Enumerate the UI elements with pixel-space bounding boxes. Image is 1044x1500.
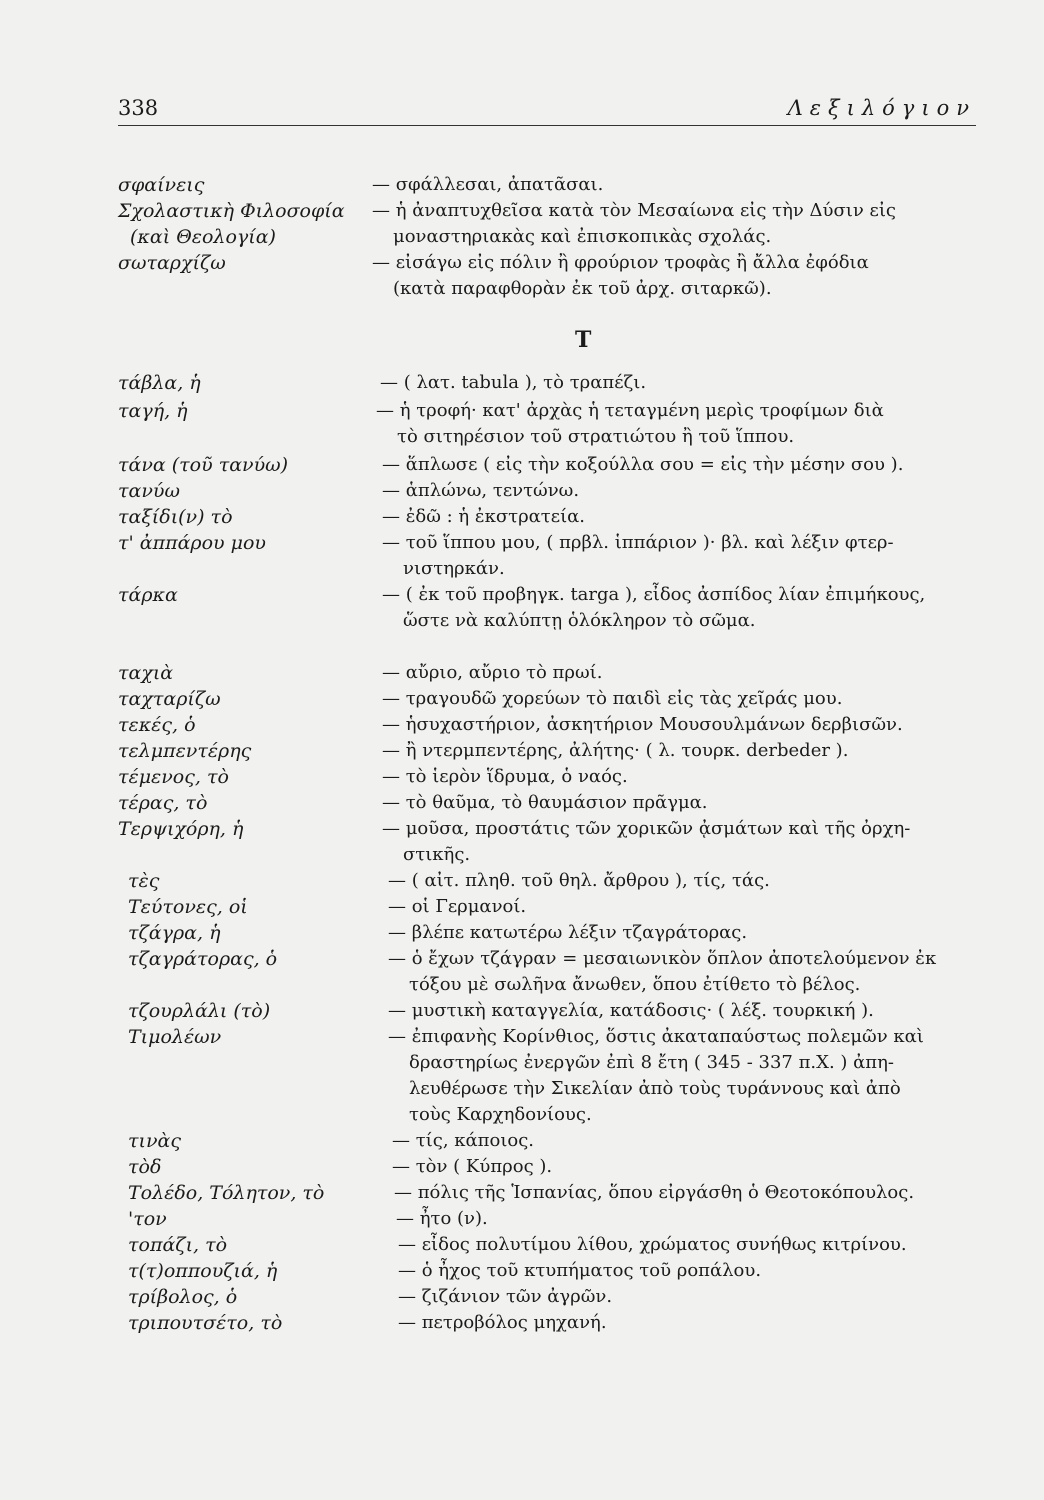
- entry-term: τάνα (τοῦ τανύω): [118, 454, 289, 476]
- entry-definition: [382, 452, 990, 478]
- definition-line: — ἢ ντερμπεντέρης, ἀλήτης· ( λ. τουρκ. derbeder ).: [382, 740, 849, 761]
- definition-line: — τίς, κάποιος.: [392, 1130, 535, 1151]
- entry-term: σωταρχίζω: [118, 252, 226, 274]
- entry-term: τοπάζι, τὸ: [128, 1234, 228, 1256]
- entry-term: τεκές, ὁ: [118, 714, 196, 736]
- entry-term: τανύω: [118, 480, 180, 502]
- definition-line: — μοῦσα, προστάτις τῶν χορικῶν ᾀσμάτων καὶ τῆς ὀρχη-: [382, 818, 911, 839]
- entry-term: τέμενος, τὸ: [118, 766, 229, 788]
- entry-term: ταχταρίζω: [118, 688, 221, 710]
- definition-continuation: (κατὰ παραφθορὰν ἐκ τοῦ ἀρχ. σιταρκῶ).: [393, 278, 772, 299]
- definition-line: — πόλις τῆς Ἱσπανίας, ὅπου εἰργάσθη ὁ Θεοτοκόπουλος.: [394, 1182, 915, 1203]
- definition-line: — ( αἰτ. πληθ. τοῦ θηλ. ἄρθρου ), τίς, τάς.: [388, 870, 770, 891]
- entry-definition: [382, 764, 990, 790]
- entry-definition: [392, 1154, 1000, 1180]
- entry-definition: [388, 920, 996, 946]
- entry-term: ταξίδι(ν) τὸ: [118, 506, 233, 528]
- entry-definition: [382, 582, 990, 634]
- entry-definition: [382, 504, 990, 530]
- entry-term: τὲς: [128, 870, 160, 892]
- definition-line: — ἁπλώνω, τεντώνω.: [382, 480, 580, 501]
- entry-definition: [388, 868, 996, 894]
- definition-line: — ἡ ἀναπτυχθεῖσα κατὰ τὸν Μεσαίωνα εἰς τὴν Δύσιν εἰς: [372, 200, 896, 221]
- entry-definition: [382, 478, 990, 504]
- definition-line: — τὸ θαῦμα, τὸ θαυμάσιον πρᾶγμα.: [382, 792, 708, 813]
- definition-continuation: δραστηρίως ἐνεργῶν ἐπὶ 8 ἔτη ( 345 - 337 π.Χ. ) ἀπη-: [409, 1052, 895, 1073]
- entry-definition: [394, 1180, 1002, 1206]
- entry-term: τ(τ)οππουζιά, ἡ: [128, 1260, 278, 1282]
- entry-definition: [372, 198, 980, 250]
- entry-definition: [382, 738, 990, 764]
- entry-definition: [398, 1310, 1006, 1336]
- entry-definition: [382, 790, 990, 816]
- page-number: 338: [118, 96, 159, 120]
- entry-definition: [396, 1206, 1004, 1232]
- definition-line: — ( λατ. tabula ), τὸ τραπέζι.: [380, 372, 647, 393]
- entry-term: τινὰς: [128, 1130, 181, 1152]
- definition-line: — ἡ τροφή· κατ' ἀρχὰς ἡ τεταγμένη μερὶς τροφίμων διὰ: [376, 400, 884, 421]
- definition-line: — ( ἐκ τοῦ προβηγκ. targa ), εἶδος ἀσπίδος λίαν ἐπιμήκους,: [382, 584, 926, 605]
- section-letter: T: [575, 327, 592, 353]
- definition-continuation: νιστηρκάν.: [403, 558, 505, 579]
- entry-definition: [388, 894, 996, 920]
- entry-term: Τεύτονες, οἱ: [128, 896, 248, 918]
- entry-term: τάρκα: [118, 584, 178, 606]
- definition-line: — οἱ Γερμανοί.: [388, 896, 527, 917]
- definition-line: — βλέπε κατωτέρω λέξιν τζαγράτορας.: [388, 922, 748, 943]
- entry-definition: [380, 370, 988, 396]
- entry-term: ταχιὰ: [118, 662, 174, 684]
- definition-line: — πετροβόλος μηχανή.: [398, 1312, 607, 1333]
- entry-term: τ' ἀππάρου μου: [118, 532, 266, 554]
- entry-definition: [388, 1024, 996, 1128]
- entry-term: 'τον: [128, 1208, 167, 1230]
- definition-continuation: τὸ σιτηρέσιον τοῦ στρατιώτου ἢ τοῦ ἵππου.: [397, 426, 795, 447]
- entry-term: τελμπεντέρης: [118, 740, 252, 762]
- entry-definition: [398, 1258, 1006, 1284]
- entry-term: Τερψιχόρη, ἡ: [118, 818, 244, 840]
- entry-definition: [382, 712, 990, 738]
- entry-definition: [376, 398, 984, 450]
- entry-definition: [382, 816, 990, 868]
- entry-term: τζαγράτορας, ὁ: [128, 948, 278, 970]
- entry-definition: [388, 998, 996, 1024]
- entry-term-continued: (καὶ Θεολογία): [130, 226, 276, 248]
- definition-line: — τοῦ ἵππου μου, ( πρβλ. ἱππάριον )· βλ. καὶ λέξιν φτερ-: [382, 532, 894, 553]
- entry-definition: [398, 1284, 1006, 1310]
- definition-line: — ἅπλωσε ( εἰς τὴν κοξούλλα σου = εἰς τὴν μέσην σου ).: [382, 454, 904, 475]
- entry-definition: [372, 250, 980, 302]
- entry-term: Τιμολέων: [128, 1026, 222, 1048]
- definition-line: — τραγουδῶ χορεύων τὸ παιδὶ εἰς τὰς χεῖράς μου.: [382, 688, 843, 709]
- entry-term: τζουρλάλι (τὸ): [128, 1000, 271, 1022]
- running-title: Λεξιλόγιον: [787, 96, 976, 120]
- definition-line: — ὁ ἔχων τζάγραν = μεσαιωνικὸν ὅπλον ἀποτελούμενον ἐκ: [388, 948, 937, 969]
- entry-term: τὸδ: [128, 1156, 162, 1178]
- definition-line: — ἡσυχαστήριον, ἀσκητήριον Μουσουλμάνων δερβισῶν.: [382, 714, 903, 735]
- definition-continuation: τοὺς Καρχηδονίους.: [409, 1104, 592, 1125]
- entry-term: τζάγρα, ἡ: [128, 922, 221, 944]
- entry-definition: [388, 946, 996, 998]
- entry-term: τάβλα, ἡ: [118, 372, 201, 394]
- entry-term: τρίβολος, ὁ: [128, 1286, 238, 1308]
- definition-line: — μυστικὴ καταγγελία, κατάδοσις· ( λέξ. τουρκική ).: [388, 1000, 874, 1021]
- entry-definition: [392, 1128, 1000, 1154]
- entry-term: Τολέδο, Τόλητον, τὸ: [128, 1182, 325, 1204]
- entry-definition: [398, 1232, 1006, 1258]
- definition-line: — τὸ ἱερὸν ἵδρυμα, ὁ ναός.: [382, 766, 628, 787]
- entry-term: ταγή, ἡ: [118, 400, 188, 422]
- entry-definition: [382, 686, 990, 712]
- definition-line: — τὸν ( Κύπρος ).: [392, 1156, 553, 1177]
- definition-line: — ἦτο (ν).: [396, 1208, 488, 1229]
- definition-line: — σφάλλεσαι, ἀπατᾶσαι.: [372, 174, 604, 195]
- entry-term: σφαίνεις: [118, 174, 205, 196]
- definition-continuation: ὥστε νὰ καλύπτῃ ὁλόκληρον τὸ σῶμα.: [403, 610, 756, 631]
- definition-line: — εἶδος πολυτίμου λίθου, χρώματος συνήθως κιτρίνου.: [398, 1234, 907, 1255]
- entry-definition: [382, 660, 990, 686]
- entry-definition: [382, 530, 990, 582]
- entry-definition: [372, 172, 980, 198]
- definition-continuation: λευθέρωσε τὴν Σικελίαν ἀπὸ τοὺς τυράννους καὶ ἀπὸ: [409, 1078, 901, 1099]
- definition-line: — αὔριο, αὔριο τὸ πρωί.: [382, 662, 603, 683]
- definition-line: — ὁ ἦχος τοῦ κτυπήματος τοῦ ροπάλου.: [398, 1260, 762, 1281]
- definition-line: — ἐδῶ : ἡ ἐκστρατεία.: [382, 506, 586, 527]
- definition-continuation: τόξου μὲ σωλῆνα ἄνωθεν, ὅπου ἐτίθετο τὸ βέλος.: [409, 974, 861, 995]
- definition-line: — ζιζάνιον τῶν ἀγρῶν.: [398, 1286, 613, 1307]
- entry-term: τριπουτσέτο, τὸ: [128, 1312, 283, 1334]
- definition-continuation: στικῆς.: [403, 844, 471, 865]
- definition-continuation: μοναστηριακὰς καὶ ἐπισκοπικὰς σχολάς.: [393, 226, 772, 247]
- entry-term: Σχολαστικὴ Φιλοσοφία: [118, 200, 345, 222]
- definition-line: — εἰσάγω εἰς πόλιν ἢ φρούριον τροφὰς ἢ ἄλλα ἐφόδια: [372, 252, 869, 273]
- entry-term: τέρας, τὸ: [118, 792, 208, 814]
- definition-line: — ἐπιφανὴς Κορίνθιος, ὅστις ἀκαταπαύστως πολεμῶν καὶ: [388, 1026, 924, 1047]
